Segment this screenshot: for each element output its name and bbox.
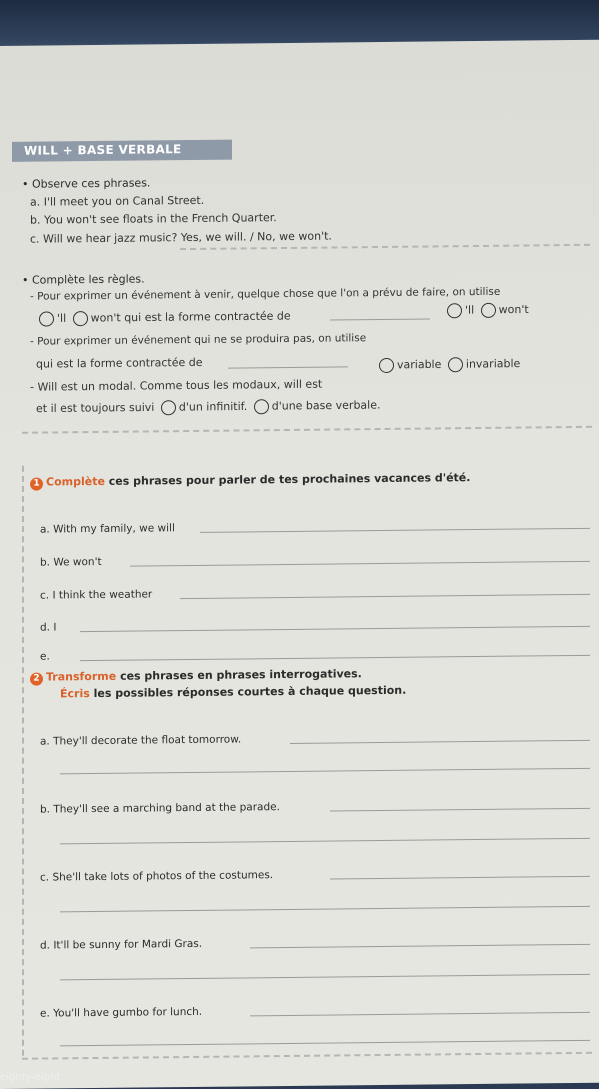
answer-line-ex2-b1[interactable] [330, 808, 590, 812]
rule-1-right-options: 'll won't [444, 302, 529, 318]
answer-line-ex2-b2[interactable] [60, 838, 590, 845]
answer-line-ex1-b[interactable] [130, 561, 590, 567]
answer-line-ex1-e[interactable] [80, 655, 590, 661]
radio-infinitif[interactable] [161, 400, 176, 415]
answer-line-ex2-e2[interactable] [60, 1040, 590, 1047]
answer-line-rule2[interactable] [228, 366, 348, 368]
radio-variable[interactable] [379, 358, 394, 373]
answer-line-ex1-c[interactable] [180, 594, 590, 599]
ex1-item-c: c. I think the weather [40, 588, 153, 602]
ex2-item-b: b. They'll see a marching band at the parade. [40, 801, 280, 816]
answer-line-ex1-a[interactable] [200, 528, 590, 533]
rule-3-options: et il est toujours suivi d'un infinitif. d'une base verbale. [36, 398, 381, 416]
ex1-item-e: e. [40, 650, 50, 663]
answer-line-ex2-d2[interactable] [60, 974, 590, 981]
exercise-2-instruction-1: 2 Transforme ces phrases en phrases interrogatives. [30, 667, 362, 685]
observe-sentence-c: c. Will we hear jazz music? Yes, we will. / No, we won't. [30, 229, 332, 246]
worksheet-page [0, 40, 599, 1089]
observe-sentence-b: b. You won't see floats in the French Quarter. [30, 211, 277, 227]
ex1-item-a: a. With my family, we will [40, 522, 175, 536]
answer-line-ex1-d[interactable] [80, 626, 590, 632]
answer-line-ex2-a2[interactable] [60, 768, 590, 775]
answer-line-ex2-a1[interactable] [290, 740, 590, 744]
exercise-1-number: 1 [30, 478, 43, 491]
answer-line-ex2-c2[interactable] [60, 906, 590, 913]
ex2-item-e: e. You'll have gumbo for lunch. [40, 1005, 203, 1020]
answer-line-ex2-c1[interactable] [330, 876, 590, 880]
ex1-item-b: b. We won't [40, 555, 102, 569]
exercise-border-bottom [22, 1052, 592, 1060]
answer-line-ex2-d1[interactable] [250, 944, 590, 949]
radio-base-verbale[interactable] [254, 399, 269, 414]
rule-3: - Will est un modal. Comme tous les modaux, will est [30, 377, 323, 394]
ex2-item-a: a. They'll decorate the float tomorrow. [40, 733, 242, 748]
exercise-border-left [22, 466, 24, 1056]
answer-line-rule1[interactable] [330, 318, 430, 320]
ex2-item-c: c. She'll take lots of photos of the costumes. [40, 869, 274, 884]
rule-2-options: variable invariable [376, 357, 520, 374]
observe-heading: • Observe ces phrases. [22, 176, 151, 191]
radio-ll-2[interactable] [447, 303, 462, 318]
rule-2: - Pour exprimer un événement qui ne se produira pas, on utilise [30, 332, 367, 348]
exercise-2-number: 2 [30, 673, 43, 686]
divider [180, 244, 590, 250]
rule-2-end: qui est la forme contractée de [36, 355, 203, 371]
radio-wont-2[interactable] [481, 303, 496, 318]
rule-1: - Pour exprimer un événement à venir, quelque chose que l'on a prévu de faire, on utilise [30, 285, 501, 303]
section-title: WILL + BASE VERBALE [12, 140, 232, 162]
rule-1-options: 'll won't qui est la forme contractée de [36, 309, 291, 327]
radio-wont-1[interactable] [73, 311, 88, 326]
ex1-item-d: d. I [40, 621, 57, 634]
radio-invariable[interactable] [448, 357, 463, 372]
page-number: eighty-eight [0, 1072, 61, 1083]
rules-heading: • Complète les règles. [22, 272, 145, 287]
radio-ll-1[interactable] [39, 311, 54, 326]
answer-line-ex2-e1[interactable] [250, 1012, 590, 1017]
observe-sentence-a: a. I'll meet you on Canal Street. [30, 193, 205, 209]
exercise-2-instruction-2: Écris les possibles réponses courtes à chaque question. [60, 683, 407, 701]
exercise-1-instruction: 1 Complète ces phrases pour parler de tes prochaines vacances d'été. [30, 471, 470, 491]
divider [22, 426, 592, 434]
ex2-item-d: d. It'll be sunny for Mardi Gras. [40, 937, 203, 952]
